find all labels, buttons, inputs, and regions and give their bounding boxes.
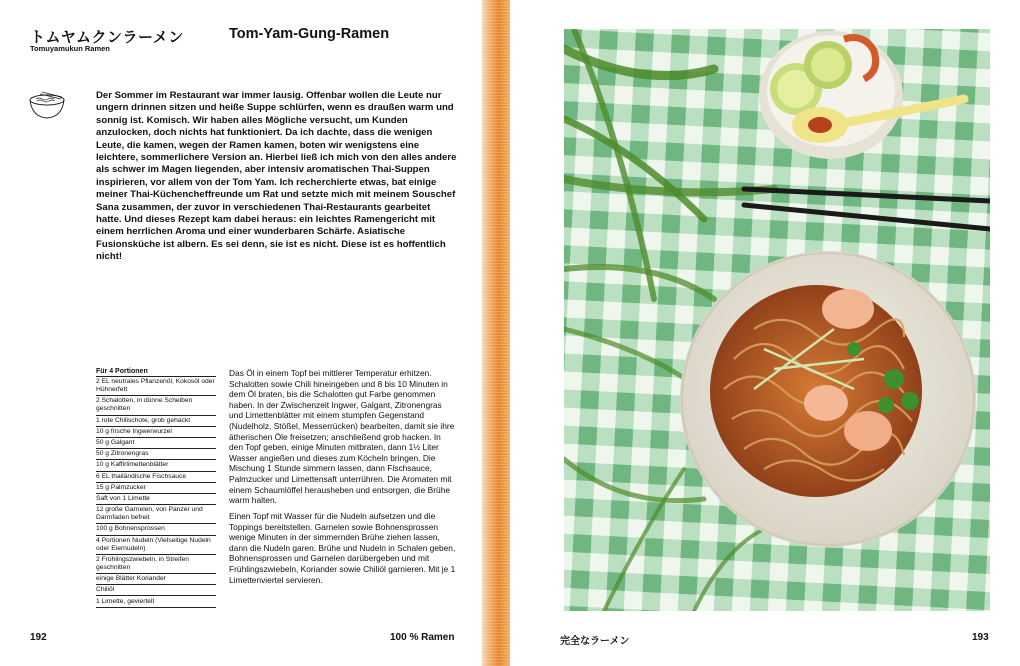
ingredient-item: 10 g frische Ingwerwurzel bbox=[96, 427, 216, 438]
ingredient-item: 2 EL neutrales Pflanzenöl, Kokosöl oder Hühnerfett bbox=[96, 377, 216, 396]
ingredient-item: 50 g Zitronengras bbox=[96, 449, 216, 460]
method-text bbox=[229, 368, 457, 590]
method-step: Einen Topf mit Wasser für die Nudeln aufsetzen und die Toppings bereitstellen. Garnelen sowie Bohnensprossen wenige Minuten in der simmernden Brühe ziehen lassen, dann die Nudeln garen. Brühe und Nudeln in Schalen geben, Bohnensprossen und Garnelen darübergeben und mit Frühlingszwiebeln, Koriander sowie Chiliöl garnieren. Mit je 1 Limettenviertel servieren. bbox=[229, 511, 456, 585]
ingredient-item: 2 Schalotten, in dünne Scheiben geschnitten bbox=[96, 396, 216, 415]
intro-paragraph: Der Sommer im Restaurant war immer lausig. Offenbar wollen die Leute nur ungern drinnen sitzen und heiße Suppe schlürfen, wenn es draußen warm und sonnig ist. Komisch. Wir haben alles Mögliche versucht, um Kunden anzulocken, doch nichts hat funktioniert. Da ich dachte, dass die wenigen Leute, die kamen, wegen der Ramen kamen, boten wir wenigstens eine leichtere, sommerlichere Version an. Hierbei ließ ich mich von den alles andere als schwer im Magen liegenden, aber intensiv aromatischen Thai-Suppen inspirieren, vor allem von der Tom Yam. Ich recherchierte etwas, bat einige meiner Thai-Küchencheffreunde um Rat und setzte mich mit meinem Souschef Sana zusammen, der zuvor in verschiedenen Thai-Restaurants gearbeitet hatte. Und dieses Rezept kam dabei heraus: ein leichtes Ramengericht mit einem herrlichen Aroma und einer wunderbaren Schärfe. Asiatische Fusionsküche ist albern. Es sei denn, sie ist es nicht. Diese ist es hoffentlich nicht! bbox=[96, 90, 457, 263]
ingredient-item: 10 g Kaffirlimettenblätter bbox=[96, 460, 216, 471]
ingredient-item: Saft von 1 Limette bbox=[96, 494, 216, 505]
book-gutter bbox=[482, 0, 510, 666]
recipe-title-romaji: Tomuyamukun Ramen bbox=[30, 44, 110, 53]
ingredients-heading: Für 4 Portionen bbox=[96, 368, 216, 377]
ingredient-item: 50 g Galgant bbox=[96, 438, 216, 449]
ramen-photo bbox=[564, 29, 990, 611]
ramen-bowl-icon bbox=[28, 90, 66, 120]
method-step: Das Öl in einem Topf bei mittlerer Temperatur erhitzen. Schalotten sowie Chili hineingeben und 8 bis 10 Minuten in dem Öl braten, bis die Schalotten gut Farbe genommen haben. In der Zwischenzeit Ingwer, Galgant, Zitronengras und Limettenblätter mit einem stumpfen Gegenstand (Nudelholz, Stößel, Messerrücken) bearbeiten, damit sie ihre ätherischen Öle freisetzen; anschließend grob hacken. In den Topf geben, einige Minuten mitbraten, dann 1½ Liter Wasser angießen und dieses zum Köcheln bringen. Die Mischung 1 Stunde simmern lassen, dann Fischsauce, Palmzucker und Limettensaft unterrühren. Die Aromaten mit einem Schaumlöffel herausheben und entsorgen, die Brühe warm halten. bbox=[229, 368, 455, 506]
page-number-right: 193 bbox=[972, 632, 989, 643]
ingredient-item: 12 große Garnelen, von Panzer und Darmfaden befreit bbox=[96, 505, 216, 524]
ramen-bowl bbox=[680, 251, 976, 547]
ingredient-item: 6 EL thailändische Fischsauce bbox=[96, 472, 216, 483]
page-number-left: 192 bbox=[30, 632, 47, 643]
running-head-left: 100 % Ramen bbox=[390, 632, 455, 643]
recipe-title-japanese: トムヤムクンラーメン bbox=[30, 29, 184, 46]
ingredient-item: 1 Limette, geviertelt bbox=[96, 596, 216, 607]
recipe-title-german: Tom-Yam-Gung-Ramen bbox=[229, 26, 390, 42]
ingredient-item: Chiliöl bbox=[96, 585, 216, 596]
ingredient-item: 15 g Palmzucker bbox=[96, 483, 216, 494]
ingredient-item: 1 rote Chilischote, grob gehackt bbox=[96, 416, 216, 427]
ingredient-item: einige Blätter Koriander bbox=[96, 574, 216, 585]
running-head-right: 完全なラーメン bbox=[560, 636, 630, 647]
ingredient-list bbox=[96, 368, 216, 608]
left-page bbox=[0, 0, 482, 666]
ingredient-item: 2 Frühlingszwiebeln, in Streifen geschnitten bbox=[96, 555, 216, 574]
ingredient-item: 4 Portionen Nudeln (Vielseitige Nudeln oder Eiernudeln) bbox=[96, 536, 216, 555]
ingredient-item: 100 g Bohnensprossen bbox=[96, 524, 216, 535]
